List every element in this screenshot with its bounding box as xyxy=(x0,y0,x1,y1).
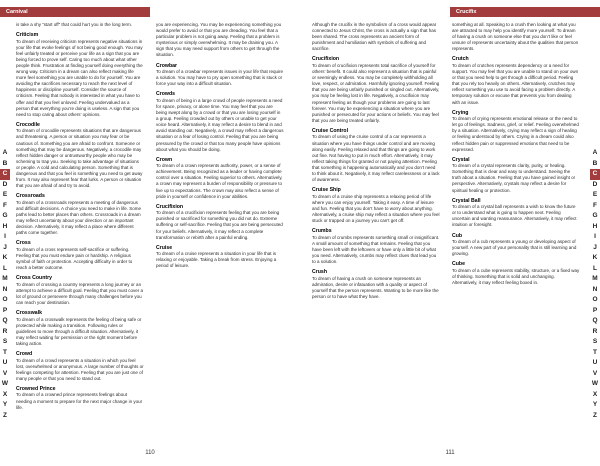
right-columns xyxy=(312,22,580,432)
entry-body: you are experiencing. You may be experiencing something you would prefer to avoid or that you are dreading. You feel that a particular problem is not going away. Feeling that a problem is mysterious or simply overwhelming. It may be draining you. A sign that you may need support from others to get through the situation. xyxy=(156,22,282,58)
entry-body: To dream of a crosswalk represents the feeling of being safe or protected while making a transition. Following rules or guidelines to move through a difficult situation. Alternatively, it may reflect waiting for permission or the right moment before taking action. xyxy=(16,316,142,346)
alpha-index-letter-o[interactable]: O xyxy=(592,296,598,303)
entry-body: To dream of crutches represents dependency or a need for support. You may feel that you are unable to stand on your own or that you need help to get through a difficult period. Feeling that you rely too heavily on others. Alternatively, crutches may reflect something you use to avoid facing a problem directly. A temporary solution or excuse that prevents you from dealing with an issue. xyxy=(452,62,579,105)
dictionary-entry xyxy=(452,22,580,52)
alpha-index-letter-a[interactable]: A xyxy=(592,149,598,156)
dictionary-entry xyxy=(452,198,580,229)
alpha-index-letter-f[interactable]: F xyxy=(3,201,7,209)
entry-body: To dream of a cube represents stability, structure, or a fixed way of thinking. Something that is solid and unchanging. Alternatively, it may reflect feeling boxed in. xyxy=(452,267,580,285)
alpha-index-letter-y[interactable]: Y xyxy=(592,401,598,408)
dictionary-entry xyxy=(452,261,580,286)
alpha-index-letter-i[interactable]: I xyxy=(4,233,6,240)
entry-title: Crowbar xyxy=(156,62,178,69)
dictionary-entry xyxy=(156,22,284,59)
entry-title: Crying xyxy=(452,109,469,116)
dictionary-entry xyxy=(312,228,440,265)
entry-title: Criticism xyxy=(16,32,39,39)
entry-title: Crucifixion xyxy=(156,203,184,210)
dictionary-entry xyxy=(312,128,440,183)
left-column-1 xyxy=(16,22,144,432)
entry-title: Cub xyxy=(452,232,463,239)
alpha-index-letter-e[interactable]: E xyxy=(2,191,8,198)
entry-body: To dream of using the cruise control of a car represents a situation where you have things under control and are moving along easily. Feeling relaxed and that things are going to work out fine. Not having to put in much effort. Alternatively, it may reflect taking things for granted or not paying attention. Feeling that something is happening automatically and you don’t need to think about it. Negatively, it may reflect carelessness or a lack of awareness. xyxy=(312,134,440,183)
alpha-index-letter-v[interactable]: V xyxy=(2,369,8,377)
left-columns xyxy=(16,22,284,432)
entry-title: Crumbs xyxy=(312,228,332,235)
alpha-index-letter-p[interactable]: P xyxy=(592,306,598,314)
alpha-index-letter-t[interactable]: T xyxy=(593,348,597,356)
dictionary-entry xyxy=(156,63,284,88)
entry-body: Although the crucifix in the symbolism of a cross would appear connected to Jesus Christ, the cross is actually a sign that has been shared. The cross represents an ancient form of punishment and humiliation with symbols of suffering and sacrifice. xyxy=(312,22,437,52)
entry-title: Cruise xyxy=(156,244,173,251)
entry-body: To dream of crucifixion represents total sacrifice of yourself for others’ benefit. It could also represent a situation that is painful or seemingly endless. You may be completely withholding all love, respect, or admiration. Harmfully ignoring yourself. Feeling that you are being unfairly punished or singled out. Alternatively, you may be feeling lost in life. Negatively, a crucifixion may represent feeling as though your problems are going to last forever. You may be experiencing a situation where you are punished or persecuted for your actions or beliefs. You may feel that you are being treated unfairly. xyxy=(312,62,440,123)
alpha-index-letter-i[interactable]: I xyxy=(594,233,596,240)
entry-title: Crutch xyxy=(452,56,469,63)
left-page-number: 110 xyxy=(145,450,155,456)
alpha-index-letter-m[interactable]: M xyxy=(592,275,598,282)
alpha-index-letter-q[interactable]: Q xyxy=(2,317,8,324)
alpha-index-letter-y[interactable]: Y xyxy=(2,401,8,408)
entry-title: Crown xyxy=(156,156,173,163)
entry-title: Crucifixion xyxy=(312,56,340,63)
alpha-index-letter-g[interactable]: G xyxy=(592,212,598,219)
entry-title: Cube xyxy=(452,261,465,268)
alpha-index-letter-j[interactable]: J xyxy=(593,243,597,251)
alpha-index-letter-k[interactable]: K xyxy=(2,254,8,261)
entry-body: To dream of a crossroads represents a meeting of dangerous and difficult decisions. A choice you need to make in life. Some paths lead to better places than others. Crossroads in a dream may reflect uncertainty about your direction or an important decision. Alternatively, it may reflect a place where different paths come together. xyxy=(16,199,141,236)
entry-title: Cross xyxy=(16,240,31,247)
alpha-index-letter-l[interactable]: L xyxy=(593,264,597,272)
entry-body: To dream of a cruise represents a situation in your life that is relaxing or enjoyable. Taking a break from stress. Enjoying a period of leisure. xyxy=(156,251,277,269)
alpha-index-letter-p[interactable]: P xyxy=(2,306,8,314)
left-header-bar xyxy=(0,7,150,17)
alpha-index-letter-a[interactable]: A xyxy=(2,149,8,156)
alpha-index-letter-z[interactable]: Z xyxy=(3,411,7,419)
entry-body: To dream of a crowbar represents issues in your life that require a solution. You may have to pry open something that is stuck or force your way into a difficult situation. xyxy=(156,69,284,87)
entry-body: To dream of a crown represents authority, power, or a sense of achievement. Being recognized as a leader or having complete control over a situation. Feeling superior to others. Alternatively, a crown may represent a burden of responsibility or pressure to live up to expectations. The crown may also reflect a sense of pride in yourself or confidence in your abilities. xyxy=(156,163,283,199)
dictionary-entry xyxy=(312,56,440,123)
dictionary-entry xyxy=(16,32,144,118)
entry-title: Cruise Ship xyxy=(312,187,341,194)
dictionary-entry xyxy=(312,187,440,224)
right-page xyxy=(300,0,600,466)
dictionary-entry xyxy=(16,193,144,236)
alpha-index-letter-x[interactable]: X xyxy=(592,390,598,398)
alpha-index-letter-f[interactable]: F xyxy=(593,201,597,209)
right-header-bar xyxy=(450,7,600,17)
entry-body: To dream of a cruise ship represents a relaxing period of life where you can enjoy yourself. Taking it easy. A time of leisure and fun. Feeling that you don’t have to worry about anything. Alternatively, a cruise ship may reflect a situation where you feel stuck or trapped on a journey you can’t get off. xyxy=(312,193,440,224)
dictionary-entry xyxy=(156,204,284,241)
entry-body: To dream of crumbs represents something small or insignificant. A small amount of something that remains. Feeling that you have been left with the leftovers or have only a little bit of what you need. Alternatively, crumbs may reflect clues that lead you to a solution. xyxy=(312,234,440,264)
alpha-index-letter-j[interactable]: J xyxy=(3,243,7,251)
alpha-index-letter-r[interactable]: R xyxy=(592,327,598,335)
entry-body: To dream of a cross represents self-sacrifice or suffering. Feeling that you must endure pain or hardship. A religious symbol of faith or protection. Accepting difficulty in order to reach a better outcome. xyxy=(16,246,133,271)
right-header-title: Crucifix xyxy=(456,9,477,15)
entry-body: To dream of a crystal represents clarity, purity, or healing. Something that is clear and easy to understand. Seeing the truth about a situation. Feeling that you have gained insight or perspective. Alternatively, crystals may reflect a desire for spiritual healing or protection. xyxy=(452,163,576,193)
right-page-number: 111 xyxy=(445,450,455,456)
alpha-index-letter-e[interactable]: E xyxy=(592,191,598,198)
entry-body: something at all. Speaking to a crush then looking at what you are attracted to may help you identify more yourself. To dream of having a crush on someone else that you don’t like or feel unsure of represents uncertainty about the qualities that person represents. xyxy=(452,22,579,52)
dictionary-entry xyxy=(452,56,580,105)
alpha-index-letter-h[interactable]: H xyxy=(592,222,598,230)
alpha-index-letter-l[interactable]: L xyxy=(3,264,7,272)
dictionary-entry xyxy=(156,91,284,152)
alpha-index-letter-w[interactable]: W xyxy=(1,380,9,387)
entry-title: Crocodile xyxy=(16,121,40,128)
dictionary-entry xyxy=(16,351,144,382)
dictionary-entry xyxy=(452,110,580,153)
entry-body: To dream of having a crush on someone represents an admiration, desire or infatuation with a quality or aspect of yourself that the person represents. Wanting to be more like the person or to have what they have. xyxy=(312,275,439,299)
left-header-title: Carnival xyxy=(6,9,28,15)
entry-title: Cross Country xyxy=(16,275,53,282)
alpha-index-letter-u[interactable]: U xyxy=(2,359,8,366)
left-column-2 xyxy=(156,22,284,432)
dictionary-entry xyxy=(16,240,144,271)
alpha-index-letter-h[interactable]: H xyxy=(2,222,8,230)
left-alpha-index xyxy=(0,148,10,421)
entry-title: Crosswalk xyxy=(16,310,42,317)
dictionary-entry xyxy=(16,275,144,306)
dictionary-entry xyxy=(156,245,284,270)
alpha-index-letter-o[interactable]: O xyxy=(2,296,8,303)
dictionary-entry xyxy=(452,233,580,258)
alpha-index-letter-u[interactable]: U xyxy=(592,359,598,366)
dictionary-entry xyxy=(312,22,440,52)
entry-title: Crossroads xyxy=(16,193,45,200)
entry-title: Crystal Ball xyxy=(452,197,481,204)
alpha-index-letter-x[interactable]: X xyxy=(2,390,8,398)
entry-title: Crowds xyxy=(156,91,176,98)
alpha-index-letter-d[interactable]: D xyxy=(592,180,598,188)
dictionary-entry xyxy=(452,157,580,194)
alpha-index-letter-s[interactable]: S xyxy=(2,338,8,345)
alpha-index-letter-k[interactable]: K xyxy=(592,254,598,261)
entry-body: To dream of receiving criticism represents negative situations in your life that evoke feelings of not being good enough. You may feel unfairly treated or perceive your life as a sign that you are being forced to prove self. Caring too much about what other people think. Frustration at finding yourself doing everything the wrong way. Criticism in a dream can also reflect making life more feel something you are unable to do for yourself. You are avoiding the sacrifices necessary to reach the next level of happiness or discipline yourself. Consider the source of criticism. Feeling that nobody is interested in what you have to offer and that you feel unloved. Feeling undervalued as a person that everything you’re doing is useless. A sign that you need to stop caring about others’ opinions. xyxy=(16,38,143,117)
entry-body: To dream of crying represents emotional release or the need to let go of feelings. Sadness, grief, or relief. Feeling overwhelmed by a situation. Alternatively, crying may reflect a sign of healing or feeling understood by others. Crying in a dream could also reflect hidden pain or suppressed emotions that need to be expressed. xyxy=(452,116,579,152)
entry-body: To dream of a crystal ball represents a wish to know the future or to understand what is going to happen next. Feeling uncertain and wanting reassurance. Alternatively, it may reflect intuition or foresight. xyxy=(452,204,577,228)
alpha-index-letter-c[interactable]: C xyxy=(0,169,10,180)
entry-body: To dream of a crucifixion represents feeling that you are being punished or sacrificed for something you did not do. Extreme suffering or self-sacrifice. Feeling that you are being persecuted for your beliefs. Alternatively, it may reflect a complete transformation or rebirth after a painful ending. xyxy=(156,210,283,240)
dictionary-entry xyxy=(16,122,144,189)
alpha-index-letter-q[interactable]: Q xyxy=(592,317,598,324)
entry-body: To dream of a cub represents a young or developing aspect of yourself. A new part of your personality that is still learning and growing. xyxy=(452,239,577,257)
right-alpha-index xyxy=(590,148,600,421)
dictionary-entry xyxy=(16,386,144,411)
entry-body: To dream of being in a large crowd of people represents a need for space, privacy, or alone time. You may feel that you are being swept along by a crowd or that you are losing yourself in a group. Feeling crowded out by others or unable to get your voice heard. Alternatively, it may reflect a desire to blend in and avoid standing out. Negatively, a crowd may reflect a dangerous situation or a fear of losing control. Feeling that you are being pressured by the crowd or that too many people have opinions about what you should be doing. xyxy=(156,97,284,152)
alpha-index-letter-r[interactable]: R xyxy=(2,327,8,335)
entry-body: To dream of a crowd represents a situation in which you feel lost, overwhelmed or anonymous. A large number of thoughts or feelings competing for attention. Feeling that you are just one of many people or that you need to stand out. xyxy=(16,357,144,381)
alpha-index-letter-d[interactable]: D xyxy=(2,180,8,188)
alpha-index-letter-m[interactable]: M xyxy=(2,275,8,282)
entry-body: is take a shy “start off” that could hurt you in the long term. xyxy=(16,22,132,27)
alpha-index-letter-v[interactable]: V xyxy=(592,369,598,377)
alpha-index-letter-s[interactable]: S xyxy=(592,338,598,345)
alpha-index-letter-t[interactable]: T xyxy=(3,348,7,356)
alpha-index-letter-z[interactable]: Z xyxy=(593,411,597,419)
right-column-2 xyxy=(452,22,580,432)
alpha-index-letter-n[interactable]: N xyxy=(592,285,598,293)
entry-title: Crush xyxy=(312,269,327,276)
entry-body: To dream of crossing a country represents a long journey or an attempt to achieve a difficult goal. Feeling that you must cover a lot of ground or persevere through many challenges before you can reach your destination. xyxy=(16,281,143,305)
dictionary-entry xyxy=(312,269,440,300)
alpha-index-letter-n[interactable]: N xyxy=(2,285,8,293)
right-column-1 xyxy=(312,22,440,432)
alpha-index-letter-b[interactable]: B xyxy=(2,159,8,167)
entry-title: Cruise Control xyxy=(312,127,349,134)
entry-title: Crowned Prince xyxy=(16,385,56,392)
alpha-index-letter-c[interactable]: C xyxy=(590,169,600,180)
entry-body: To dream of a crowned prince represents feelings about needing a moment to prepare for the next major change in your life. xyxy=(16,392,143,410)
entry-title: Crowd xyxy=(16,351,33,358)
alpha-index-letter-w[interactable]: W xyxy=(591,380,599,387)
dictionary-entry xyxy=(16,22,144,28)
entry-title: Crystal xyxy=(452,156,470,163)
alpha-index-letter-b[interactable]: B xyxy=(592,159,598,167)
alpha-index-letter-g[interactable]: G xyxy=(2,212,8,219)
entry-body: To dream of crocodile represents situations that are dangerous and threatening. A person or situation you may fear or be cautious of. Something you are afraid to confront. Someone or something that may be dangerous. Negatively, a crocodile may reflect hidden danger or untrustworthy people who may be scheming to trap you. Seeking to take advantage of situations or people. A cold and calculating person. Something that is dangerous and that you feel is something you need to get away from. It may also represent fear that lurks. A person or situation that you are afraid of and try to avoid. xyxy=(16,128,143,189)
dictionary-entry xyxy=(156,157,284,200)
dictionary-entry xyxy=(16,310,144,347)
